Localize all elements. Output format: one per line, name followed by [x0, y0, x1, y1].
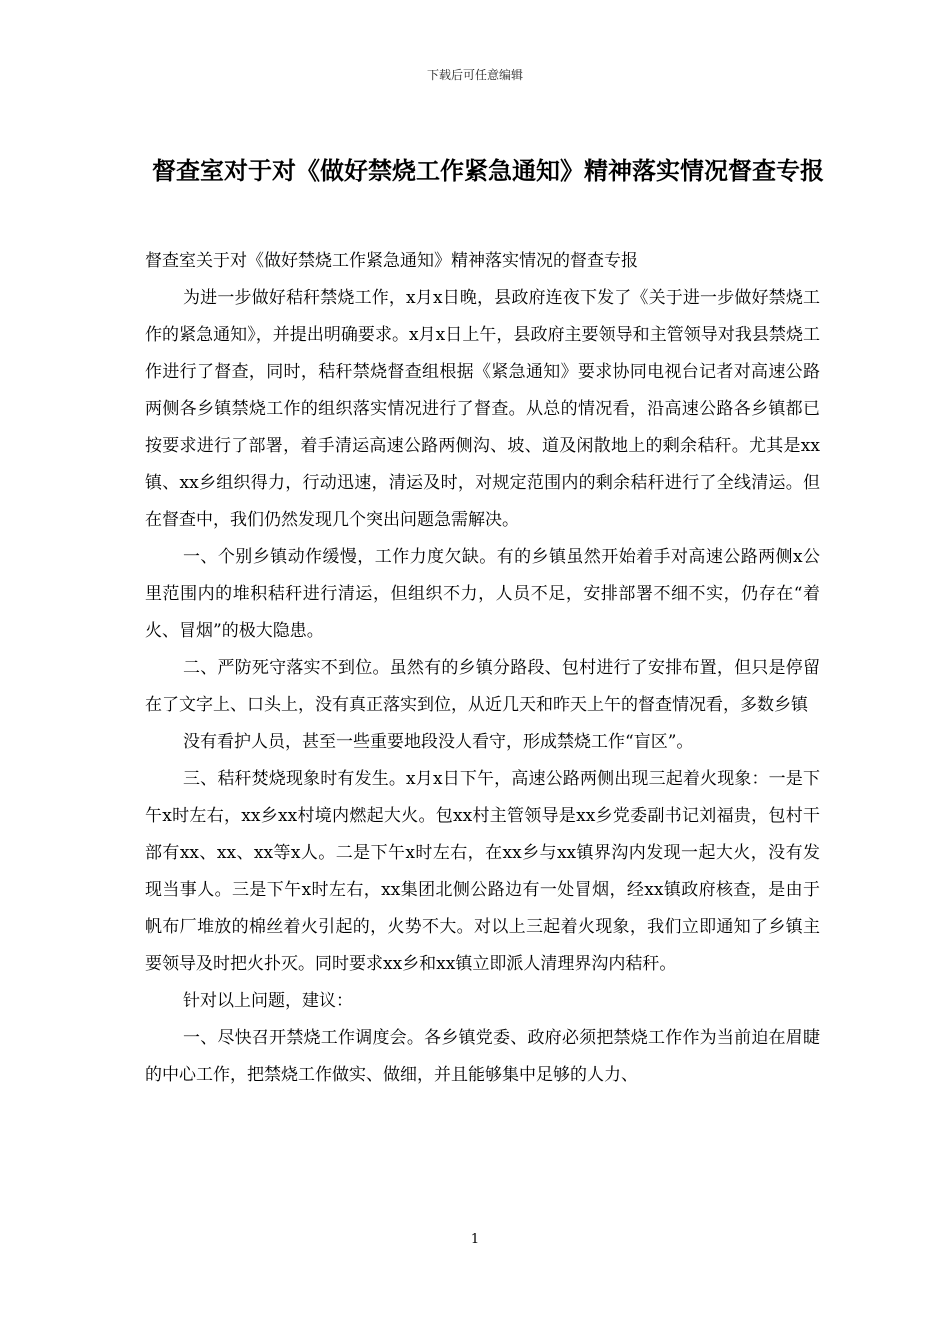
paragraph-issue-2: 二、严防死守落实不到位。虽然有的乡镇分路段、包村进行了安排布置，但只是停留在了文字上、口头上，没有真正落实到位，从近几天和昨天上午的督查情况看，多数乡镇 [145, 658, 820, 715]
paragraph-issue-2-continued: 没有看护人员，甚至一些重要地段没人看守，形成禁烧工作“盲区”。 [183, 732, 694, 752]
document-body [145, 243, 820, 1094]
paragraph-suggestions-heading: 针对以上问题，建议： [183, 991, 353, 1011]
paragraph-issue-1: 一、个别乡镇动作缓慢，工作力度欠缺。有的乡镇虽然开始着手对高速公路两侧x公里范围内的堆积秸秆进行清运，但组织不力，人员不足，安排部署不细不实，仍存在“着火、冒烟”的极大隐患。 [145, 547, 820, 641]
document-title: 督查室对于对《做好禁烧工作紧急通知》精神落实情况督查专报 [152, 156, 824, 185]
paragraph-intro: 为进一步做好秸秆禁烧工作，x月x日晚，县政府连夜下发了《关于进一步做好禁烧工作的紧急通知》，并提出明确要求。x月x日上午，县政府主要领导和主管领导对我县禁烧工作进行了督查，同时，秸秆禁烧督查组根据《紧急通知》要求协同电视台记者对高速公路两侧各乡镇禁烧工作的组织落实情况进行了督查。从总的情况看，沿高速公路各乡镇都已按要求进行了部署，着手清运高速公路两侧沟、坡、道及闲散地上的剩余秸秆。尤其是xx镇、xx乡组织得力，行动迅速，清运及时，对规定范围内的剩余秸秆进行了全线清运。但在督查中，我们仍然发现几个突出问题急需解决。 [145, 288, 820, 530]
page-number: 1 [470, 1232, 480, 1247]
subtitle-line: 督查室关于对《做好禁烧工作紧急通知》精神落实情况的督查专报 [145, 251, 638, 271]
paragraph-suggestion-1: 一、尽快召开禁烧工作调度会。各乡镇党委、政府必须把禁烧工作作为当前迫在眉睫的中心工作，把禁烧工作做实、做细，并且能够集中足够的人力、 [145, 1028, 820, 1085]
paragraph-issue-3: 三、秸秆焚烧现象时有发生。x月x日下午，高速公路两侧出现三起着火现象：一是下午x时左右，xx乡xx村境内燃起大火。包xx村主管领导是xx乡党委副书记刘福贵，包村干部有xx、xx、xx等x人。二是下午x时左右，在xx乡与xx镇界沟内发现一起大火，没有发现当事人。三是下午x时左右，xx集团北侧公路边有一处冒烟，经xx镇政府核查，是由于帆布厂堆放的棉丝着火引起的，火势不大。对以上三起着火现象，我们立即通知了乡镇主要领导及时把火扑灭。同时要求xx乡和xx镇立即派人清理界沟内秸秆。 [145, 769, 820, 974]
page-header-note: 下载后可任意编辑 [426, 68, 523, 82]
